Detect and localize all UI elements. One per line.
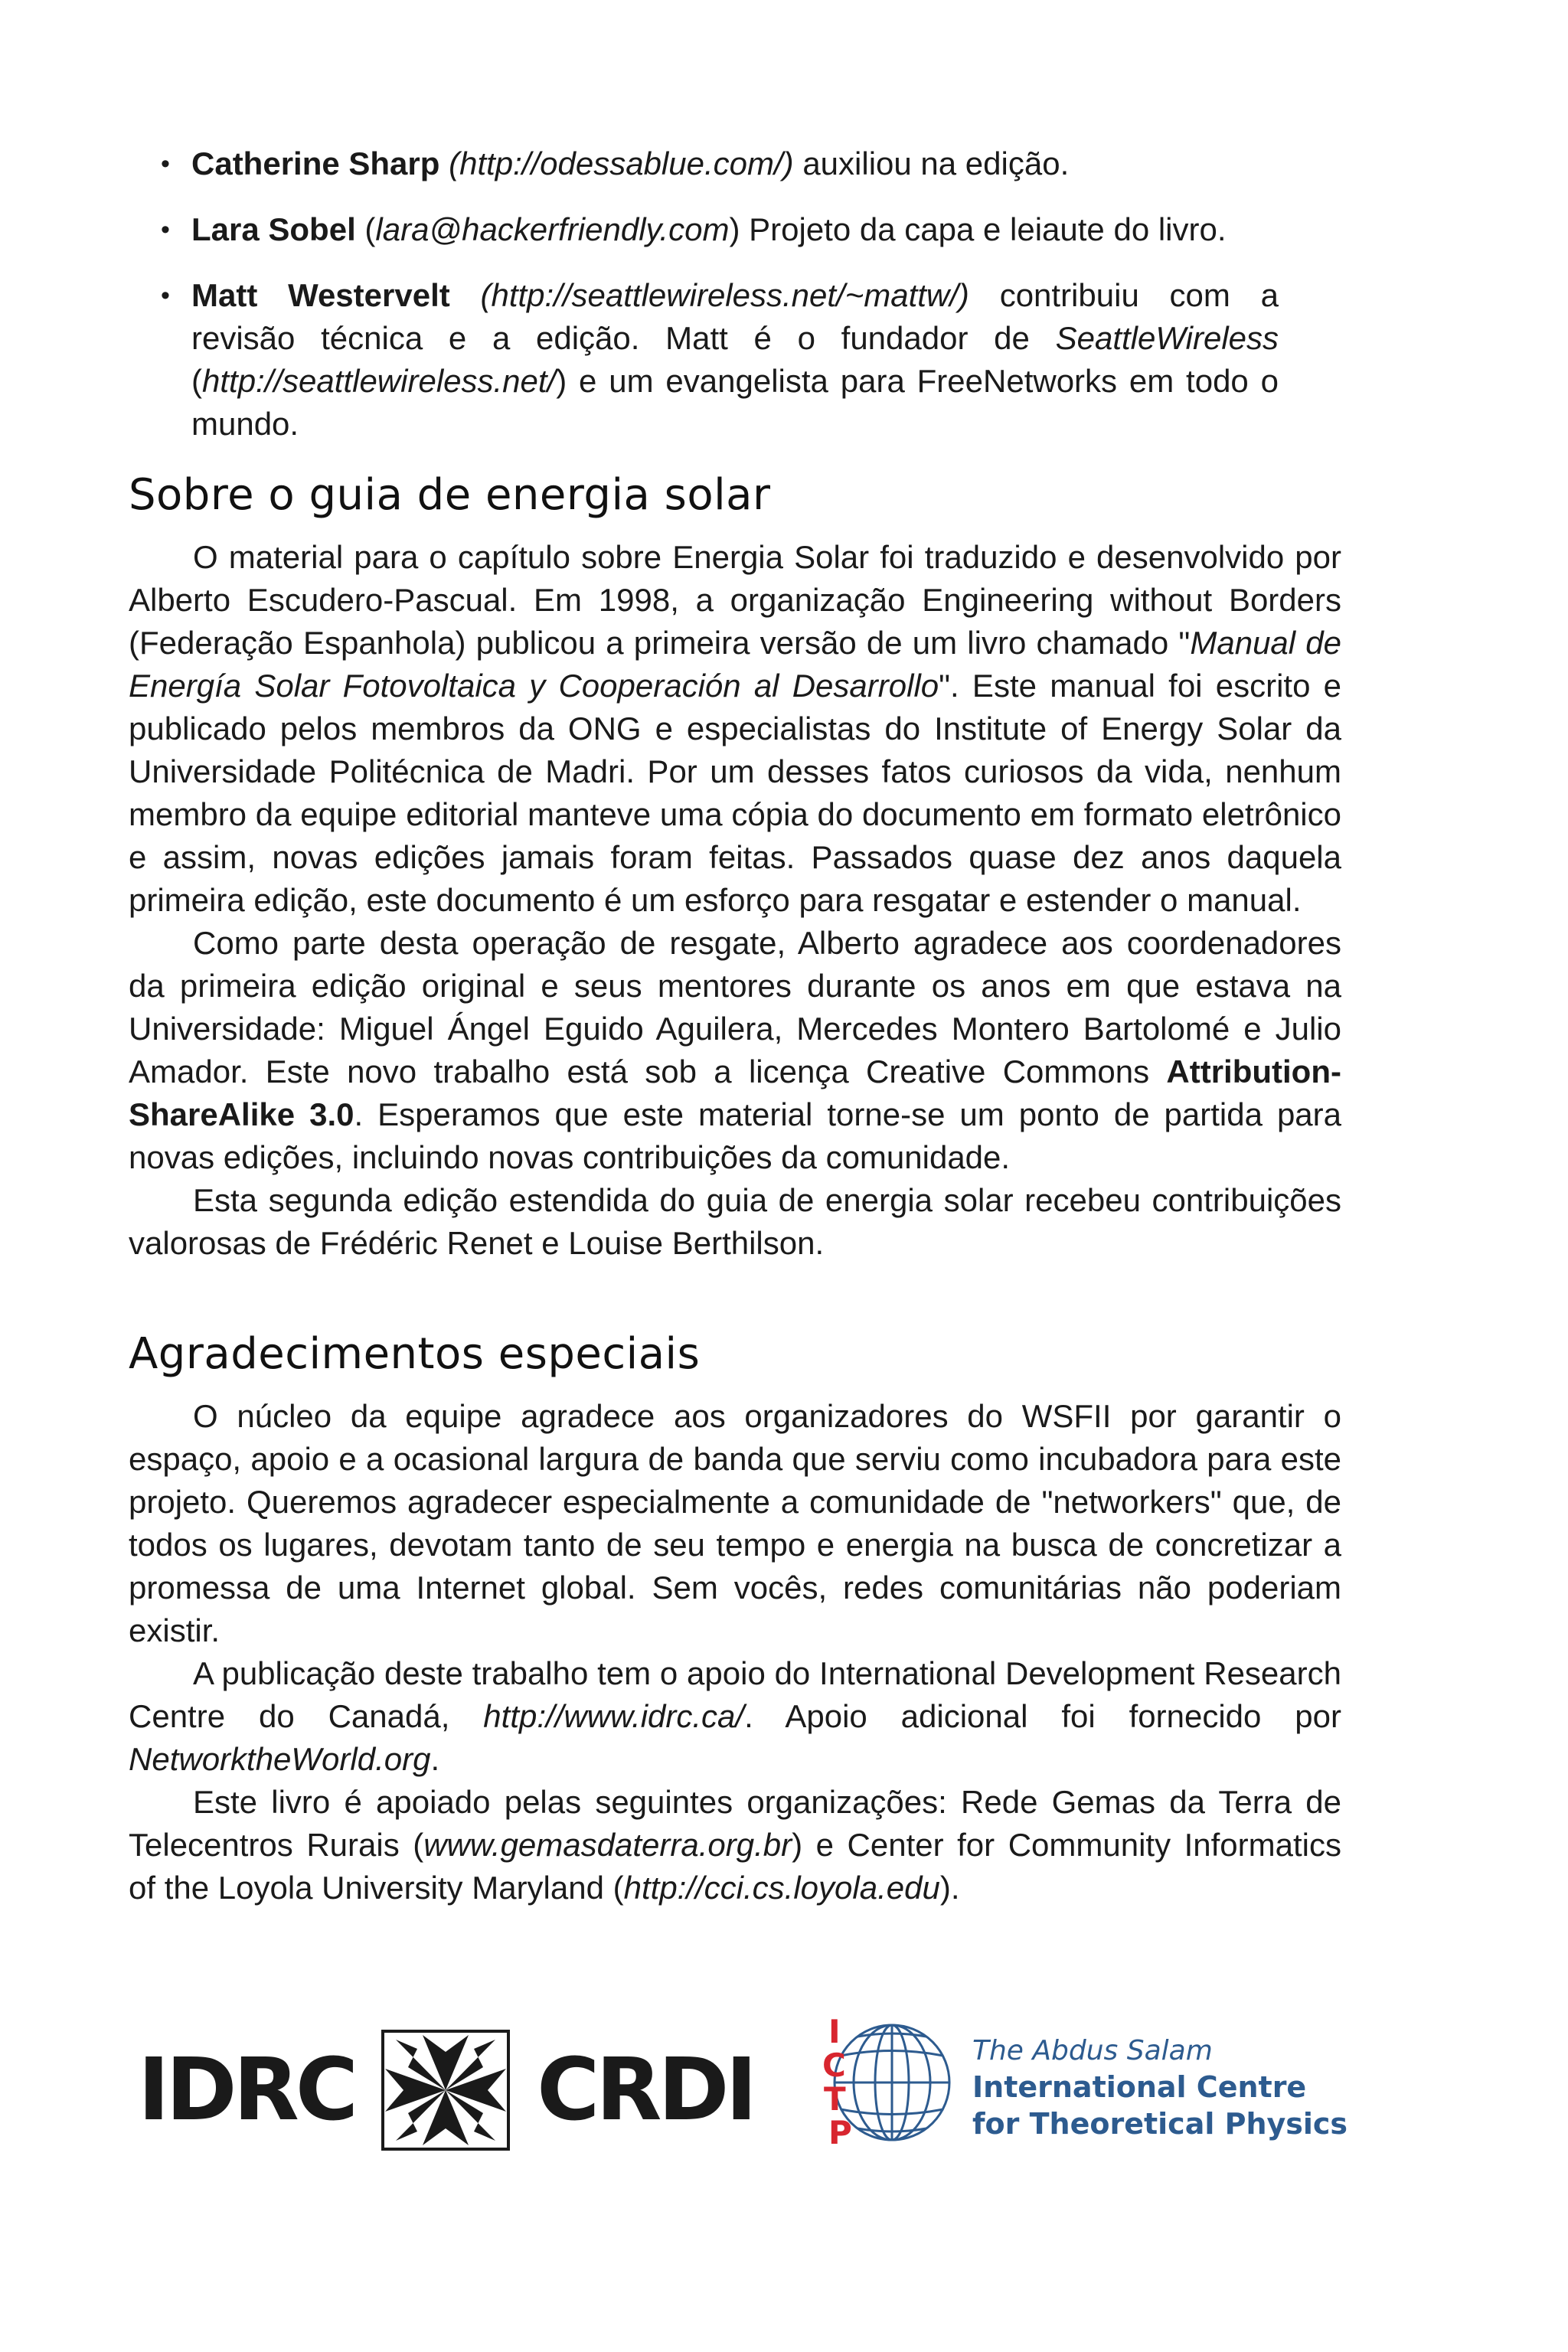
idrc-logo bbox=[138, 2029, 753, 2151]
ictp-logo bbox=[812, 2006, 1348, 2159]
paragraph: Como parte desta operação de resgate, Alberto agradece aos coordenadores da primeira edição original e seus mentores durante os anos em que estava na Universidade: Miguel Ángel Eguido Aguilera, Mercedes Montero Bartolomé e Julio Amador. Este novo trabalho está sob a licença Creative Commons Attribution-ShareAlike 3.0. Esperamos que este material torne-se um ponto de partida para novas edições, incluindo novas contribuições da comunidade. bbox=[129, 925, 1342, 1175]
ictp-globe-icon bbox=[812, 2006, 957, 2159]
loyola-url: http://cci.cs.loyola.edu bbox=[623, 1870, 940, 1906]
idrc-url: http://www.idrc.ca/ bbox=[483, 1698, 745, 1734]
idrc-wordmark: IDRC bbox=[138, 2040, 355, 2140]
section-heading-thanks: Agradecimentos especiais bbox=[129, 1329, 701, 1379]
ictp-letter: C bbox=[822, 2047, 846, 2084]
list-item: • Matt Westervelt (http://seattlewireless.net/~mattw/) contribuiu com a revisão técnica e a edição. Matt é o fundador de SeattleWireless (http://seattlewireless.net/) e um evangelista para FreeNetworks em todo o mundo. bbox=[191, 274, 1279, 446]
gemas-url: www.gemasdaterra.org.br bbox=[423, 1827, 792, 1863]
crdi-wordmark: CRDI bbox=[537, 2040, 754, 2140]
paragraph: A publicação deste trabalho tem o apoio do International Development Research Centre do Canadá, http://www.idrc.ca/. Apoio adicional foi fornecido por NetworktheWorld.org. bbox=[129, 1655, 1341, 1777]
section-thanks-body bbox=[129, 1395, 1341, 1909]
ictp-line: The Abdus Salam bbox=[972, 2035, 1213, 2066]
credit-name: Matt Westervelt bbox=[191, 277, 450, 313]
credit-contact: lara@hackerfriendly.com bbox=[375, 211, 730, 247]
credit-contact: (http://seattlewireless.net/~mattw/) bbox=[480, 277, 969, 313]
list-item bbox=[191, 142, 1279, 185]
ictp-letter: T bbox=[824, 2080, 846, 2118]
credit-org: SeattleWireless bbox=[1055, 320, 1279, 356]
license-name: Attribution-ShareAlike 3.0 bbox=[129, 1054, 1341, 1132]
ictp-letter: P bbox=[828, 2114, 852, 2151]
ictp-line: International Centre bbox=[972, 2070, 1307, 2104]
ictp-letter: I bbox=[828, 2013, 841, 2050]
paragraph: O núcleo da equipe agradece aos organizadores do WSFII por garantir o espaço, apoio e a ocasional largura de banda que serviu como incubadora para este projeto. Queremos agradecer especialmente a comunidade de "networkers" que, de todos os lugares, devotam tanto de seu tempo e energia na busca de concretizar a promessa de uma Internet global. Sem vocês, redes comunitárias não poderiam existir. bbox=[129, 1398, 1341, 1648]
ntw-org: NetworktheWorld.org bbox=[129, 1741, 431, 1777]
ictp-name bbox=[972, 2034, 1348, 2142]
credit-text: auxiliou na edição. bbox=[802, 145, 1070, 181]
section-solar-body bbox=[129, 536, 1341, 1265]
credits-list bbox=[191, 142, 1279, 469]
paragraph: Este livro é apoiado pelas seguintes organizações: Rede Gemas da Terra de Telecentros Rurais (www.gemasdaterra.org.br) e Center for Community Informatics of the Loyola University Maryland (http://cci.cs.loyola.edu). bbox=[129, 1784, 1341, 1906]
idrc-snowflake-icon bbox=[381, 2029, 511, 2151]
credit-name: Lara Sobel bbox=[191, 211, 356, 247]
sponsor-logos bbox=[0, 2006, 1568, 2159]
paragraph: Esta segunda edição estendida do guia de energia solar recebeu contribuições valorosas de Frédéric Renet e Louise Berthilson. bbox=[129, 1182, 1341, 1261]
book-title: Manual de Energía Solar Fotovoltaica y Cooperación al Desarrollo bbox=[129, 625, 1342, 704]
ictp-line: for Theoretical Physics bbox=[972, 2107, 1348, 2141]
credit-name: Catherine Sharp bbox=[191, 145, 440, 181]
paragraph: O material para o capítulo sobre Energia Solar foi traduzido e desenvolvido por Alberto Escudero-Pascual. Em 1998, a organização Engineering without Borders (Federação Espanhola) publicou a primeira versão de um livro chamado "Manual de Energía Solar Fotovoltaica y Cooperación al Desarrollo". Este manual foi escrito e publicado pelos membros da ONG e especialistas do Institute of Energy Solar da Universidade Politécnica de Madri. Por um desses fatos curiosos da vida, nenhum membro da equipe editorial manteve uma cópia do documento em formato eletrônico e assim, novas edições jamais foram feitas. Passados quase dez anos daquela primeira edição, este documento é um esforço para resgatar e estender o manual. bbox=[129, 539, 1342, 918]
credit-url: http://seattlewireless.net/ bbox=[202, 363, 557, 399]
credit-contact: (http://odessablue.com/) bbox=[449, 145, 794, 181]
credit-text: contribuiu com a revisão técnica e a edição. Matt é o fundador de bbox=[191, 277, 1279, 356]
credit-text: Projeto da capa e leiaute do livro. bbox=[749, 211, 1227, 247]
section-heading-solar: Sobre o guia de energia solar bbox=[129, 470, 771, 520]
list-item: • Lara Sobel (lara@hackerfriendly.com) Projeto da capa e leiaute do livro. bbox=[191, 208, 1279, 251]
